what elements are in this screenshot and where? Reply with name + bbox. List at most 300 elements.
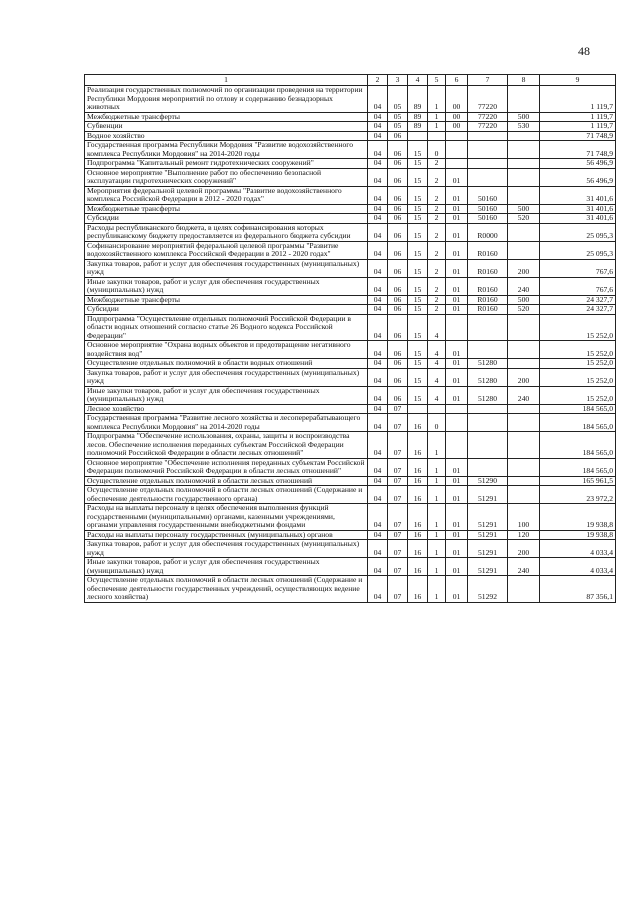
subprogram-code-cell: 2 xyxy=(428,186,446,204)
program-code-cell xyxy=(408,404,428,414)
row-name-cell: Расходы республиканского бюджета, в целях софинансирования которых республиканскому бюджету предоставляется из федерального бюджета субсидии xyxy=(85,223,368,241)
amount-cell: 56 496,9 xyxy=(540,168,616,186)
amount-cell: 4 033,4 xyxy=(540,540,616,558)
event-code-cell: 01 xyxy=(446,368,468,386)
subprogram-code-cell: 1 xyxy=(428,486,446,504)
section-code-cell: 04 xyxy=(368,414,388,432)
subprogram-code-cell: 1 xyxy=(428,504,446,531)
expense-type-cell xyxy=(508,223,540,241)
amount-cell: 87 356,1 xyxy=(540,576,616,603)
amount-cell: 31 401,6 xyxy=(540,204,616,214)
expense-type-cell xyxy=(508,458,540,476)
section-code-cell: 04 xyxy=(368,486,388,504)
expense-type-cell xyxy=(508,414,540,432)
table-row xyxy=(85,168,616,186)
direction-code-cell xyxy=(468,432,508,459)
section-code-cell: 04 xyxy=(368,386,388,404)
program-code-cell: 15 xyxy=(408,305,428,315)
row-name-cell: Основное мероприятие "Выполнение работ по обеспечению безопасной эксплуатации гидротехнических сооружений" xyxy=(85,168,368,186)
table-row xyxy=(85,386,616,404)
program-code-cell: 16 xyxy=(408,414,428,432)
amount-cell: 31 401,6 xyxy=(540,186,616,204)
program-code-cell: 15 xyxy=(408,368,428,386)
program-code-cell: 15 xyxy=(408,204,428,214)
subsection-code-cell: 06 xyxy=(388,277,408,295)
event-code-cell: 01 xyxy=(446,186,468,204)
event-code-cell xyxy=(446,414,468,432)
expense-type-cell: 240 xyxy=(508,386,540,404)
direction-code-cell: 50160 xyxy=(468,204,508,214)
header-cell: 7 xyxy=(468,75,508,86)
table-row xyxy=(85,414,616,432)
table-row xyxy=(85,504,616,531)
program-code-cell: 15 xyxy=(408,259,428,277)
subprogram-code-cell: 2 xyxy=(428,295,446,305)
amount-cell: 15 252,0 xyxy=(540,386,616,404)
subsection-code-cell: 06 xyxy=(388,259,408,277)
section-code-cell: 04 xyxy=(368,341,388,359)
expense-type-cell xyxy=(508,314,540,341)
subsection-code-cell: 06 xyxy=(388,131,408,141)
header-cell: 8 xyxy=(508,75,540,86)
section-code-cell: 04 xyxy=(368,223,388,241)
direction-code-cell xyxy=(468,159,508,169)
section-code-cell: 04 xyxy=(368,540,388,558)
table-row xyxy=(85,305,616,315)
expense-type-cell xyxy=(508,241,540,259)
subsection-code-cell: 07 xyxy=(388,558,408,576)
table-row xyxy=(85,141,616,159)
event-code-cell: 00 xyxy=(446,112,468,122)
table-row xyxy=(85,314,616,341)
event-code-cell: 01 xyxy=(446,386,468,404)
direction-code-cell: 77220 xyxy=(468,86,508,113)
row-name-cell: Закупка товаров, работ и услуг для обеспечения государственных (муниципальных) нужд xyxy=(85,259,368,277)
program-code-cell: 15 xyxy=(408,186,428,204)
event-code-cell: 01 xyxy=(446,305,468,315)
subprogram-code-cell: 2 xyxy=(428,259,446,277)
table-row xyxy=(85,122,616,132)
program-code-cell: 15 xyxy=(408,214,428,224)
expense-type-cell: 500 xyxy=(508,204,540,214)
program-code-cell: 89 xyxy=(408,112,428,122)
subsection-code-cell: 06 xyxy=(388,159,408,169)
amount-cell: 1 119,7 xyxy=(540,112,616,122)
header-cell: 4 xyxy=(408,75,428,86)
direction-code-cell: 77220 xyxy=(468,122,508,132)
row-name-cell: Осуществление отдельных полномочий в области лесных отношений (Содержание и обеспечение деятельности государственного органа) xyxy=(85,486,368,504)
section-code-cell: 04 xyxy=(368,131,388,141)
event-code-cell: 00 xyxy=(446,86,468,113)
program-code-cell: 15 xyxy=(408,341,428,359)
section-code-cell: 04 xyxy=(368,504,388,531)
amount-cell: 31 401,6 xyxy=(540,214,616,224)
table-row xyxy=(85,277,616,295)
program-code-cell: 16 xyxy=(408,432,428,459)
subprogram-code-cell: 1 xyxy=(428,476,446,486)
subsection-code-cell: 05 xyxy=(388,112,408,122)
section-code-cell: 04 xyxy=(368,122,388,132)
row-name-cell: Основное мероприятие "Обеспечение исполнения переданных субъектам Российской Федерации полномочий Российской Федерации в области лесных отношений" xyxy=(85,458,368,476)
section-code-cell: 04 xyxy=(368,295,388,305)
expense-type-cell xyxy=(508,86,540,113)
subprogram-code-cell xyxy=(428,404,446,414)
direction-code-cell: R0160 xyxy=(468,277,508,295)
direction-code-cell: 77220 xyxy=(468,112,508,122)
direction-code-cell: 51291 xyxy=(468,530,508,540)
direction-code-cell: R0160 xyxy=(468,259,508,277)
direction-code-cell: 51291 xyxy=(468,558,508,576)
expense-type-cell xyxy=(508,131,540,141)
direction-code-cell xyxy=(468,404,508,414)
subprogram-code-cell xyxy=(428,131,446,141)
amount-cell: 71 748,9 xyxy=(540,131,616,141)
section-code-cell: 04 xyxy=(368,112,388,122)
event-code-cell xyxy=(446,159,468,169)
table-row xyxy=(85,486,616,504)
row-name-cell: Межбюджетные трансферты xyxy=(85,295,368,305)
expense-type-cell xyxy=(508,359,540,369)
program-code-cell: 16 xyxy=(408,530,428,540)
direction-code-cell xyxy=(468,131,508,141)
program-code-cell: 15 xyxy=(408,277,428,295)
event-code-cell xyxy=(446,314,468,341)
subprogram-code-cell: 4 xyxy=(428,368,446,386)
subprogram-code-cell: 2 xyxy=(428,214,446,224)
event-code-cell: 01 xyxy=(446,204,468,214)
subsection-code-cell: 05 xyxy=(388,122,408,132)
direction-code-cell: R0160 xyxy=(468,241,508,259)
header-cell: 6 xyxy=(446,75,468,86)
subsection-code-cell: 06 xyxy=(388,359,408,369)
program-code-cell: 16 xyxy=(408,558,428,576)
subprogram-code-cell: 2 xyxy=(428,277,446,295)
expense-type-cell xyxy=(508,168,540,186)
expense-type-cell: 240 xyxy=(508,558,540,576)
header-cell: 1 xyxy=(85,75,368,86)
program-code-cell: 15 xyxy=(408,141,428,159)
event-code-cell xyxy=(446,141,468,159)
direction-code-cell: 51291 xyxy=(468,486,508,504)
amount-cell: 1 119,7 xyxy=(540,86,616,113)
row-name-cell: Мероприятия федеральной целевой программы "Развитие водохозяйственного комплекса Российской Федерации в 2012 - 2020 годах" xyxy=(85,186,368,204)
direction-code-cell: 50160 xyxy=(468,186,508,204)
expense-type-cell: 520 xyxy=(508,305,540,315)
subsection-code-cell: 06 xyxy=(388,386,408,404)
event-code-cell: 00 xyxy=(446,122,468,132)
subprogram-code-cell: 4 xyxy=(428,314,446,341)
section-code-cell: 04 xyxy=(368,277,388,295)
table-row xyxy=(85,214,616,224)
subsection-code-cell: 06 xyxy=(388,314,408,341)
amount-cell: 184 565,0 xyxy=(540,404,616,414)
row-name-cell: Подпрограмма "Капитальный ремонт гидротехнических сооружений" xyxy=(85,159,368,169)
row-name-cell: Водное хозяйство xyxy=(85,131,368,141)
subprogram-code-cell: 1 xyxy=(428,122,446,132)
event-code-cell: 01 xyxy=(446,359,468,369)
direction-code-cell: 51290 xyxy=(468,476,508,486)
direction-code-cell: 51291 xyxy=(468,504,508,531)
expense-type-cell: 520 xyxy=(508,214,540,224)
table-row xyxy=(85,186,616,204)
direction-code-cell xyxy=(468,141,508,159)
amount-cell: 25 095,3 xyxy=(540,223,616,241)
event-code-cell: 01 xyxy=(446,458,468,476)
row-name-cell: Подпрограмма "Осуществление отдельных полномочий Российской Федерации в области водных отношений согласно статье 26 Водного кодекса Российской Федерации" xyxy=(85,314,368,341)
row-name-cell: Субвенции xyxy=(85,122,368,132)
direction-code-cell xyxy=(468,414,508,432)
table-row xyxy=(85,359,616,369)
table-row xyxy=(85,259,616,277)
subprogram-code-cell: 2 xyxy=(428,159,446,169)
direction-code-cell: 51280 xyxy=(468,386,508,404)
header-row xyxy=(85,75,616,86)
direction-code-cell xyxy=(468,341,508,359)
program-code-cell: 89 xyxy=(408,122,428,132)
event-code-cell: 01 xyxy=(446,241,468,259)
row-name-cell: Иные закупки товаров, работ и услуг для обеспечения государственных (муниципальных) нужд xyxy=(85,277,368,295)
table-row xyxy=(85,404,616,414)
table-row xyxy=(85,530,616,540)
section-code-cell: 04 xyxy=(368,259,388,277)
subsection-code-cell: 07 xyxy=(388,504,408,531)
section-code-cell: 04 xyxy=(368,141,388,159)
row-name-cell: Основное мероприятие "Охрана водных объектов и предотвращение негативного воздействия вод" xyxy=(85,341,368,359)
section-code-cell: 04 xyxy=(368,314,388,341)
event-code-cell: 01 xyxy=(446,168,468,186)
section-code-cell: 04 xyxy=(368,159,388,169)
program-code-cell xyxy=(408,131,428,141)
table-row xyxy=(85,576,616,603)
subprogram-code-cell: 1 xyxy=(428,432,446,459)
table-row xyxy=(85,112,616,122)
expense-type-cell: 500 xyxy=(508,295,540,305)
section-code-cell: 04 xyxy=(368,241,388,259)
amount-cell: 15 252,0 xyxy=(540,359,616,369)
subprogram-code-cell: 2 xyxy=(428,241,446,259)
expense-type-cell: 530 xyxy=(508,122,540,132)
section-code-cell: 04 xyxy=(368,186,388,204)
header-cell: 5 xyxy=(428,75,446,86)
program-code-cell: 16 xyxy=(408,458,428,476)
program-code-cell: 16 xyxy=(408,486,428,504)
table-row xyxy=(85,159,616,169)
subsection-code-cell: 07 xyxy=(388,414,408,432)
program-code-cell: 16 xyxy=(408,576,428,603)
direction-code-cell: 50160 xyxy=(468,214,508,224)
event-code-cell xyxy=(446,432,468,459)
section-code-cell: 04 xyxy=(368,359,388,369)
header-cell: 9 xyxy=(540,75,616,86)
subprogram-code-cell: 1 xyxy=(428,112,446,122)
event-code-cell: 01 xyxy=(446,486,468,504)
program-code-cell: 15 xyxy=(408,168,428,186)
subsection-code-cell: 06 xyxy=(388,223,408,241)
subprogram-code-cell: 1 xyxy=(428,530,446,540)
subprogram-code-cell: 2 xyxy=(428,168,446,186)
row-name-cell: Закупка товаров, работ и услуг для обеспечения государственных (муниципальных) нужд xyxy=(85,368,368,386)
subprogram-code-cell: 2 xyxy=(428,305,446,315)
event-code-cell: 01 xyxy=(446,530,468,540)
amount-cell: 71 748,9 xyxy=(540,141,616,159)
program-code-cell: 16 xyxy=(408,476,428,486)
subsection-code-cell: 07 xyxy=(388,404,408,414)
subprogram-code-cell: 2 xyxy=(428,204,446,214)
direction-code-cell xyxy=(468,168,508,186)
direction-code-cell: 51280 xyxy=(468,359,508,369)
amount-cell: 165 961,5 xyxy=(540,476,616,486)
event-code-cell: 01 xyxy=(446,504,468,531)
section-code-cell: 04 xyxy=(368,530,388,540)
event-code-cell: 01 xyxy=(446,295,468,305)
subsection-code-cell: 07 xyxy=(388,530,408,540)
program-code-cell: 15 xyxy=(408,241,428,259)
direction-code-cell: 51280 xyxy=(468,368,508,386)
expense-type-cell: 200 xyxy=(508,540,540,558)
header-cell: 3 xyxy=(388,75,408,86)
direction-code-cell: R0000 xyxy=(468,223,508,241)
expense-type-cell xyxy=(508,486,540,504)
program-code-cell: 16 xyxy=(408,540,428,558)
direction-code-cell: R0160 xyxy=(468,305,508,315)
row-name-cell: Межбюджетные трансферты xyxy=(85,204,368,214)
event-code-cell: 01 xyxy=(446,214,468,224)
subsection-code-cell: 06 xyxy=(388,214,408,224)
row-name-cell: Иные закупки товаров, работ и услуг для обеспечения государственных (муниципальных) нужд xyxy=(85,386,368,404)
subprogram-code-cell: 4 xyxy=(428,386,446,404)
table-row xyxy=(85,223,616,241)
direction-code-cell: 51291 xyxy=(468,540,508,558)
event-code-cell: 01 xyxy=(446,558,468,576)
table-row xyxy=(85,540,616,558)
table-row xyxy=(85,241,616,259)
amount-cell: 25 095,3 xyxy=(540,241,616,259)
table-row xyxy=(85,204,616,214)
section-code-cell: 04 xyxy=(368,168,388,186)
amount-cell: 184 565,0 xyxy=(540,414,616,432)
amount-cell: 15 252,0 xyxy=(540,314,616,341)
amount-cell: 15 252,0 xyxy=(540,341,616,359)
event-code-cell: 01 xyxy=(446,277,468,295)
expense-type-cell xyxy=(508,476,540,486)
amount-cell: 4 033,4 xyxy=(540,558,616,576)
subprogram-code-cell: 1 xyxy=(428,540,446,558)
table-row xyxy=(85,86,616,113)
section-code-cell: 04 xyxy=(368,214,388,224)
table-row xyxy=(85,476,616,486)
subsection-code-cell: 06 xyxy=(388,141,408,159)
program-code-cell: 16 xyxy=(408,504,428,531)
event-code-cell xyxy=(446,131,468,141)
budget-table xyxy=(84,74,616,603)
section-code-cell: 04 xyxy=(368,404,388,414)
row-name-cell: Лесное хозяйство xyxy=(85,404,368,414)
program-code-cell: 89 xyxy=(408,86,428,113)
subsection-code-cell: 06 xyxy=(388,168,408,186)
subprogram-code-cell: 0 xyxy=(428,414,446,432)
row-name-cell: Субсидии xyxy=(85,305,368,315)
amount-cell: 1 119,7 xyxy=(540,122,616,132)
expense-type-cell xyxy=(508,141,540,159)
row-name-cell: Осуществление отдельных полномочий в области водных отношений xyxy=(85,359,368,369)
event-code-cell xyxy=(446,404,468,414)
event-code-cell: 01 xyxy=(446,259,468,277)
expense-type-cell xyxy=(508,576,540,603)
event-code-cell: 01 xyxy=(446,540,468,558)
program-code-cell: 15 xyxy=(408,314,428,341)
event-code-cell: 01 xyxy=(446,341,468,359)
section-code-cell: 04 xyxy=(368,458,388,476)
program-code-cell: 15 xyxy=(408,386,428,404)
section-code-cell: 04 xyxy=(368,86,388,113)
row-name-cell: Государственная программа Республики Мордовия "Развитие водохозяйственного комплекса Республики Мордовия" на 2014-2020 годы xyxy=(85,141,368,159)
subsection-code-cell: 07 xyxy=(388,458,408,476)
program-code-cell: 15 xyxy=(408,295,428,305)
row-name-cell: Софинансирование мероприятий федеральной целевой программы "Развитие водохозяйственного комплекса Российской Федерации в 2012 - 2020 годах" xyxy=(85,241,368,259)
subsection-code-cell: 06 xyxy=(388,186,408,204)
program-code-cell: 15 xyxy=(408,159,428,169)
direction-code-cell xyxy=(468,314,508,341)
amount-cell: 23 972,2 xyxy=(540,486,616,504)
program-code-cell: 15 xyxy=(408,359,428,369)
row-name-cell: Иные закупки товаров, работ и услуг для обеспечения государственных (муниципальных) нужд xyxy=(85,558,368,576)
table-row xyxy=(85,295,616,305)
row-name-cell: Расходы на выплаты персоналу в целях обеспечения выполнения функций государственными (муниципальными) органами, казенными учреждениями, органами управления государственными внебюджетными фондами xyxy=(85,504,368,531)
amount-cell: 56 496,9 xyxy=(540,159,616,169)
direction-code-cell xyxy=(468,458,508,476)
section-code-cell: 04 xyxy=(368,576,388,603)
table-row xyxy=(85,131,616,141)
row-name-cell: Подпрограмма "Обеспечение использования, охраны, защиты и воспроизводства лесов. Обеспечение исполнения переданных субъектам Российской Федерации полномочий Российской Федерации в области лесных отношений" xyxy=(85,432,368,459)
subsection-code-cell: 06 xyxy=(388,295,408,305)
table-row xyxy=(85,368,616,386)
section-code-cell: 04 xyxy=(368,432,388,459)
row-name-cell: Осуществление отдельных полномочий в области лесных отношений xyxy=(85,476,368,486)
subsection-code-cell: 06 xyxy=(388,368,408,386)
expense-type-cell: 240 xyxy=(508,277,540,295)
expense-type-cell: 500 xyxy=(508,112,540,122)
row-name-cell: Субсидии xyxy=(85,214,368,224)
expense-type-cell xyxy=(508,159,540,169)
expense-type-cell xyxy=(508,432,540,459)
subsection-code-cell: 07 xyxy=(388,540,408,558)
subsection-code-cell: 06 xyxy=(388,305,408,315)
expense-type-cell xyxy=(508,341,540,359)
event-code-cell: 01 xyxy=(446,223,468,241)
amount-cell: 19 938,8 xyxy=(540,504,616,531)
row-name-cell: Закупка товаров, работ и услуг для обеспечения государственных (муниципальных) нужд xyxy=(85,540,368,558)
row-name-cell: Осуществление отдельных полномочий в области лесных отношений (Содержание и обеспечение деятельности государственных учреждений, осуществляющих ведение лесного хозяйства) xyxy=(85,576,368,603)
row-name-cell: Межбюджетные трансферты xyxy=(85,112,368,122)
subprogram-code-cell: 0 xyxy=(428,141,446,159)
row-name-cell: Государственная программа "Развитие лесного хозяйства и лесоперерабатывающего комплекса Республики Мордовия" на 2014-2020 годы xyxy=(85,414,368,432)
subprogram-code-cell: 4 xyxy=(428,359,446,369)
event-code-cell: 01 xyxy=(446,476,468,486)
section-code-cell: 04 xyxy=(368,204,388,214)
row-name-cell: Реализация государственных полномочий по организации проведения на территории Республики Мордовия мероприятий по отлову и содержанию безнадзорных животных xyxy=(85,86,368,113)
event-code-cell: 01 xyxy=(446,576,468,603)
amount-cell: 184 565,0 xyxy=(540,458,616,476)
page-number: 48 xyxy=(578,44,590,58)
expense-type-cell: 200 xyxy=(508,259,540,277)
expense-type-cell: 200 xyxy=(508,368,540,386)
subprogram-code-cell: 4 xyxy=(428,341,446,359)
subsection-code-cell: 07 xyxy=(388,486,408,504)
expense-type-cell xyxy=(508,186,540,204)
subsection-code-cell: 06 xyxy=(388,204,408,214)
subprogram-code-cell: 1 xyxy=(428,458,446,476)
amount-cell: 767,6 xyxy=(540,277,616,295)
